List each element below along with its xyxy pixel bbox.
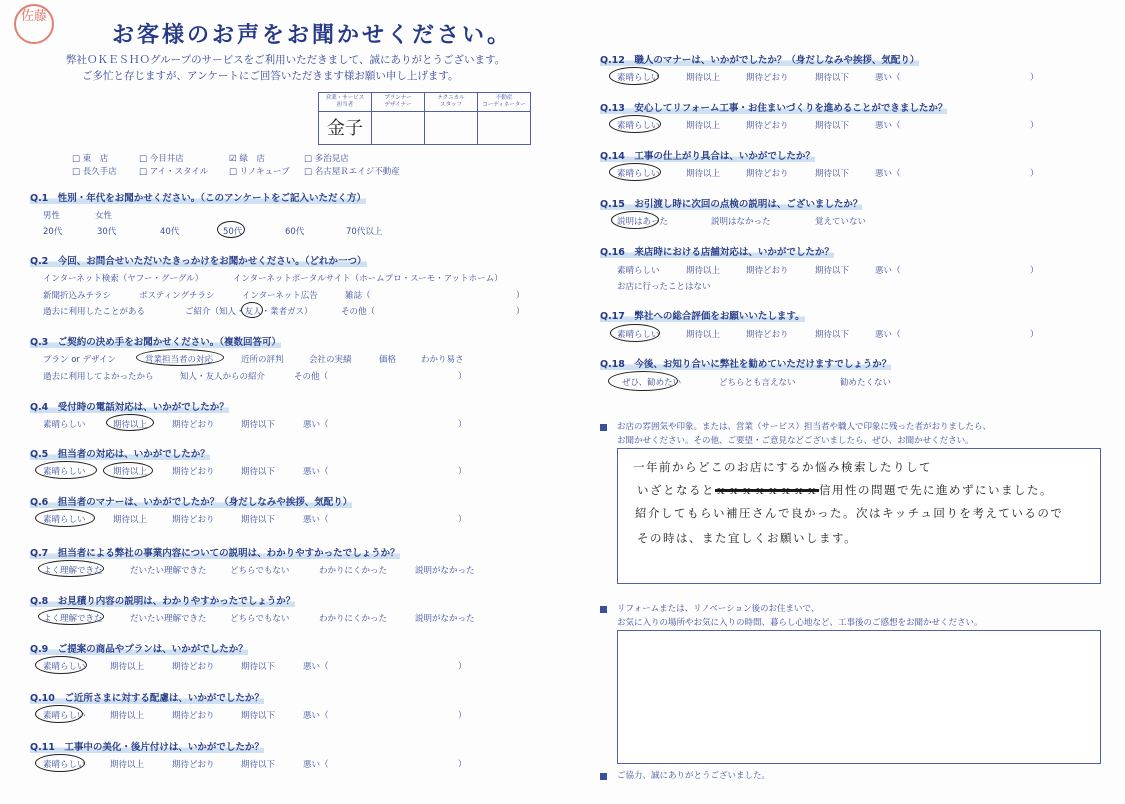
q1-option-40s[interactable]: 40代 (160, 227, 180, 237)
store-checkbox-imaike[interactable]: □ 今目井店 (139, 154, 184, 164)
question-9: Q.9 ご提案の商品やプランは、いかがでしたか？ (30, 641, 248, 655)
q2-paren-close: ） (516, 291, 525, 301)
q17-option-1[interactable]: 素晴らしい (617, 330, 660, 340)
q12-option-5[interactable]: 悪い（ (875, 73, 901, 83)
store-checkbox-midori[interactable]: ☑ 緑 店 (229, 154, 265, 164)
question-2: Q.2 今回、お問合せいただいたきっかけをお聞かせください。（どれか一つ） (30, 253, 367, 267)
q13-option-5[interactable]: 悪い（ (875, 121, 901, 131)
q2-option-flyer[interactable]: 新聞折込みチラシ (43, 291, 112, 301)
selection-circle (217, 221, 245, 238)
square-bullet-icon (600, 773, 607, 780)
q10-option-1[interactable]: 素晴らしい (43, 711, 86, 721)
q3-option-plan[interactable]: プラン or デザイン (43, 355, 117, 365)
store-checkbox-renocube[interactable]: □ リノキューブ (229, 167, 290, 177)
q8-option-4[interactable]: わかりにくかった (319, 614, 388, 624)
question-12: Q.12 職人のマナーは、いかがでしたか？（身だしなみや挨拶、気配り） (600, 52, 919, 66)
comment1-label-2: お聞かせください。その他、ご要望・ご意見などございましたら、ぜひ、お聞かせください。 (617, 436, 974, 446)
q6-option-4[interactable]: 期待以下 (241, 515, 276, 525)
q3-option-friend[interactable]: 知人・友人からの紹介 (180, 372, 266, 382)
question-4: Q.4 受付時の電話対応は、いかがでしたか？ (30, 399, 229, 413)
q15-option-3[interactable]: 覚えていない (815, 217, 867, 227)
staff-sales-name[interactable]: 金子 (319, 112, 372, 145)
q7-option-3[interactable]: どちらでもない (230, 566, 290, 576)
selection-circle (611, 211, 659, 229)
staff-technical-name[interactable] (425, 112, 478, 145)
q1-option-male[interactable]: 男性 (43, 211, 61, 221)
q2-option-portal[interactable]: インターネットポータルサイト（ホームプロ・スーモ・アットホーム） (233, 274, 503, 284)
store-checkbox-istyle[interactable]: □ アイ・スタイル (139, 167, 209, 177)
question-13: Q.13 安心してリフォーム工事・お住まいづくりを進めることができましたか？ (600, 100, 947, 114)
selection-circle (609, 115, 661, 133)
q2-option-magazine[interactable]: 雑誌（ (345, 291, 371, 301)
q2-option-previous[interactable]: 過去に利用したことがある (43, 307, 146, 317)
intro-line-1: 弊社ＯＫＥＳＨＯグループのサービスをご利用いただきまして、誠にありがとうございます。 (66, 54, 506, 66)
q18-option-1[interactable]: ぜひ、勧めたい (622, 378, 682, 388)
q18-option-3[interactable]: 勧めたくない (840, 378, 892, 388)
q17-paren-close: ） (1030, 330, 1039, 340)
q3-option-record[interactable]: 会社の実績 (309, 355, 352, 365)
q1-option-female[interactable]: 女性 (95, 211, 113, 221)
q14-option-1[interactable]: 素晴らしい (617, 169, 660, 179)
staff-header-planner: プランナー デザイナー (372, 93, 425, 112)
intro-line-2: ご多忙と存じますが、アンケートにご回答いただきます様お願い申し上げます。 (82, 70, 459, 82)
q6-option-1[interactable]: 素晴らしい (43, 515, 86, 525)
q2-option-other[interactable]: その他（ (341, 307, 376, 317)
q3-option-past-use[interactable]: 過去に利用してよかったから (43, 372, 154, 382)
q12-paren-close: ） (1030, 73, 1039, 83)
q14-option-2[interactable]: 期待以上 (686, 169, 721, 179)
q18-option-2[interactable]: どちらとも言えない (719, 378, 796, 388)
q4-option-2[interactable]: 期待以上 (113, 420, 148, 430)
q15-option-1[interactable]: 説明はあった (617, 217, 668, 227)
q3-option-price[interactable]: 価格 (379, 355, 397, 365)
selection-circle (136, 349, 224, 366)
staff-header-sales: 営業・サービス 担当者 (319, 93, 372, 112)
store-checkbox-tajimi[interactable]: □ 多治見店 (304, 154, 349, 164)
staff-realestate-name[interactable] (478, 112, 531, 145)
q1-option-20s[interactable]: 20代 (43, 227, 63, 237)
q7-option-2[interactable]: だいたい理解できた (130, 566, 207, 576)
selection-circle (35, 656, 87, 674)
q5-option-5[interactable]: 悪い（ (303, 467, 329, 477)
q3-option-other[interactable]: その他（ (294, 372, 329, 382)
selection-circle (609, 163, 661, 181)
question-3: Q.3 ご契約の決め手をお聞かせください。（複数回答可） (30, 334, 281, 348)
q3-paren-close: ） (458, 372, 467, 382)
q11-option-1[interactable]: 素晴らしい (43, 760, 86, 770)
q5-option-3[interactable]: 期待どおり (172, 467, 215, 477)
q6-option-2[interactable]: 期待以上 (113, 515, 148, 525)
selection-circle (608, 371, 678, 391)
q11-option-2[interactable]: 期待以上 (110, 760, 145, 770)
question-17: Q.17 弊社への総合評価をお願いいたします。 (600, 308, 805, 322)
q3-option-reputation[interactable]: 近所の評判 (241, 355, 284, 365)
comment1-line-4: その時は、また宜しくお願いします。 (637, 531, 858, 545)
q6-paren-close: ） (458, 515, 467, 525)
q11-option-5[interactable]: 悪い（ (303, 760, 329, 770)
question-16: Q.16 来店時における店舗対応は、いかがでしたか？ (600, 244, 834, 258)
q10-option-4[interactable]: 期待以下 (241, 711, 276, 721)
q7-option-1[interactable]: よく理解できた (43, 566, 103, 576)
staff-header-technical: テクニカル スタッフ (425, 93, 478, 112)
selection-circle (35, 754, 85, 772)
selection-circle (106, 414, 154, 431)
q16-paren-close: ） (1030, 266, 1039, 276)
question-5: Q.5 担当者の対応は、いかがでしたか？ (30, 446, 210, 460)
staff-planner-name[interactable] (372, 112, 425, 145)
q4-paren-close: ） (458, 420, 467, 430)
q10-option-3[interactable]: 期待どおり (172, 711, 215, 721)
selection-circle (35, 705, 83, 723)
selection-circle (38, 560, 104, 577)
crossed-circle (103, 462, 153, 479)
comment2-textarea[interactable] (617, 630, 1101, 764)
staff-header-realestate: 不動産 コーディネーター (478, 93, 531, 112)
selection-circle (609, 67, 659, 85)
q11-option-4[interactable]: 期待以下 (241, 760, 276, 770)
question-15: Q.15 お引渡し時に次回の点検の説明は、ございましたか？ (600, 196, 862, 210)
square-bullet-icon (600, 606, 607, 613)
q4-option-3[interactable]: 期待どおり (172, 420, 215, 430)
q2-paren-close-2: ） (516, 307, 525, 317)
page-title: お客様のお声をお聞かせください。 (112, 23, 513, 48)
comment1-line-1: 一年前からどこのお店にするか悩み検索したりして (633, 460, 932, 474)
q14-paren-close: ） (1030, 169, 1039, 179)
q10-option-5[interactable]: 悪い（ (303, 711, 329, 721)
comment2-label-1: リフォームまたは、リノベーション後のお住まいで、 (617, 604, 820, 614)
q6-option-5[interactable]: 悪い（ (303, 515, 329, 525)
question-7: Q.7 担当者による弊社の事業内容についての説明は、わかりやすかったでしょうか？ (30, 545, 400, 559)
q8-option-5[interactable]: 説明がなかった (415, 614, 475, 624)
square-bullet-icon (600, 424, 607, 431)
q16-option-3[interactable]: 期待どおり (746, 266, 789, 276)
comment1-line-2: いざとなるとｘｘｘｘｘｘｘｘ信用性の問題で先に進めずにいました。 (637, 483, 1053, 497)
q8-option-3[interactable]: どちらでもない (230, 614, 290, 624)
q9-option-5[interactable]: 悪い（ (303, 662, 329, 672)
comment1-line-3: 紹介してもらい補圧さんで良かった。次はキッチュ回りを考えているので (635, 506, 1064, 520)
q12-option-2[interactable]: 期待以上 (686, 73, 721, 83)
struck-out-text: ｘｘｘｘｘｘｘｘ (715, 483, 819, 497)
comment1-label-1: お店の雰囲気や印象。または、営業（サービス）担当者や職人で印象に残った者がおりましたら、 (617, 422, 992, 432)
q16-option-2[interactable]: 期待以上 (686, 266, 721, 276)
q5-paren-close: ） (458, 467, 467, 477)
q16-option-5[interactable]: 悪い（ (875, 266, 901, 276)
footer-thanks: ご協力、誠にありがとうございました。 (617, 771, 771, 781)
question-8: Q.8 お見積り内容の説明は、わかりやすかったでしょうか？ (30, 593, 295, 607)
question-1: Q.1 性別・年代をお聞かせください。（このアンケートをご記入いただく方） (30, 190, 366, 204)
q1-option-50s[interactable]: 50代 (223, 227, 243, 237)
q7-option-4[interactable]: わかりにくかった (319, 566, 388, 576)
q10-option-2[interactable]: 期待以上 (110, 711, 145, 721)
selection-circle (241, 302, 263, 318)
q1-option-30s[interactable]: 30代 (97, 227, 117, 237)
q5-option-2[interactable]: 期待以上 (113, 467, 148, 477)
q17-option-5[interactable]: 悪い（ (875, 330, 901, 340)
q16-option-4[interactable]: 期待以下 (815, 266, 850, 276)
q6-option-3[interactable]: 期待どおり (172, 515, 215, 525)
q11-option-3[interactable]: 期待どおり (172, 760, 215, 770)
q13-paren-close: ） (1030, 121, 1039, 131)
q13-option-4[interactable]: 期待以下 (815, 121, 850, 131)
question-11: Q.11 工事中の美化・後片付けは、いかがでしたか？ (30, 739, 264, 753)
selection-circle (38, 608, 104, 625)
q16-option-never-visited[interactable]: お店に行ったことはない (617, 282, 711, 292)
q2-option-referral[interactable]: ご紹介（知人・友人・業者ガス） (185, 307, 313, 317)
question-14: Q.14 工事の仕上がり具合は、いかがでしたか？ (600, 148, 815, 162)
q11-paren-close: ） (458, 760, 467, 770)
q9-option-2[interactable]: 期待以上 (110, 662, 145, 672)
q10-paren-close: ） (458, 711, 467, 721)
q12-option-4[interactable]: 期待以下 (815, 73, 850, 83)
q4-option-5[interactable]: 悪い（ (303, 420, 329, 430)
q9-option-1[interactable]: 素晴らしい (43, 662, 86, 672)
q17-option-4[interactable]: 期待以下 (815, 330, 850, 340)
q9-option-4[interactable]: 期待以下 (241, 662, 276, 672)
question-6: Q.6 担当者のマナーは、いかがでしたか？（身だしなみや挨拶、気配り） (30, 494, 352, 508)
comment2-label-2: お気に入りの場所やお気に入りの時間、暮らし心地など、工事後のご感想をお聞かせください。 (617, 618, 983, 628)
q5-option-4[interactable]: 期待以下 (241, 467, 276, 477)
store-checkbox-higashi[interactable]: □ 東 店 (72, 154, 109, 164)
q9-paren-close: ） (458, 662, 467, 672)
q4-option-4[interactable]: 期待以下 (241, 420, 276, 430)
q13-option-3[interactable]: 期待どおり (746, 121, 789, 131)
q3-option-clarity[interactable]: わかり易さ (421, 355, 464, 365)
q5-option-1[interactable]: 素晴らしい (43, 467, 86, 477)
q14-option-3[interactable]: 期待どおり (746, 169, 789, 179)
seal-stamp: 佐藤 (14, 4, 54, 44)
q15-option-2[interactable]: 説明はなかった (711, 217, 771, 227)
q2-option-posting[interactable]: ポスティングチラシ (139, 291, 215, 301)
question-18: Q.18 今後、お知り合いに弊社を勧めていただけますでしょうか？ (600, 356, 891, 370)
q14-option-5[interactable]: 悪い（ (875, 169, 901, 179)
q12-option-3[interactable]: 期待どおり (746, 73, 789, 83)
q2-option-search[interactable]: インターネット検索（ヤフー・グーグル） (43, 274, 204, 284)
selection-circle (35, 509, 95, 527)
q1-option-60s[interactable]: 60代 (285, 227, 305, 237)
store-checkbox-nagoya-r-age[interactable]: □ 名古屋Ｒエイジ不動産 (304, 167, 400, 177)
q17-option-2[interactable]: 期待以上 (686, 330, 721, 340)
q4-option-1[interactable]: 素晴らしい (43, 420, 86, 430)
q2-option-web-ad[interactable]: インターネット広告 (242, 291, 318, 301)
store-checkbox-nagakute[interactable]: □ 長久手店 (72, 167, 117, 177)
staff-table (318, 92, 531, 145)
selection-circle (35, 461, 97, 479)
q16-option-1[interactable]: 素晴らしい (617, 266, 660, 276)
q14-option-4[interactable]: 期待以下 (815, 169, 850, 179)
q1-option-70s[interactable]: 70代以上 (346, 227, 383, 237)
q8-option-1[interactable]: よく理解できた (43, 614, 103, 624)
q12-option-1[interactable]: 素晴らしい (617, 73, 660, 83)
question-10: Q.10 ご近所さまに対する配慮は、いかがでしたか？ (30, 690, 264, 704)
q9-option-3[interactable]: 期待どおり (172, 662, 215, 672)
q3-option-sales-staff[interactable]: 営業担当者の対応 (145, 355, 214, 365)
q13-option-2[interactable]: 期待以上 (686, 121, 721, 131)
q13-option-1[interactable]: 素晴らしい (617, 121, 660, 131)
q17-option-3[interactable]: 期待どおり (746, 330, 789, 340)
q7-option-5[interactable]: 説明がなかった (415, 566, 475, 576)
selection-circle (610, 324, 660, 342)
q8-option-2[interactable]: だいたい理解できた (130, 614, 207, 624)
